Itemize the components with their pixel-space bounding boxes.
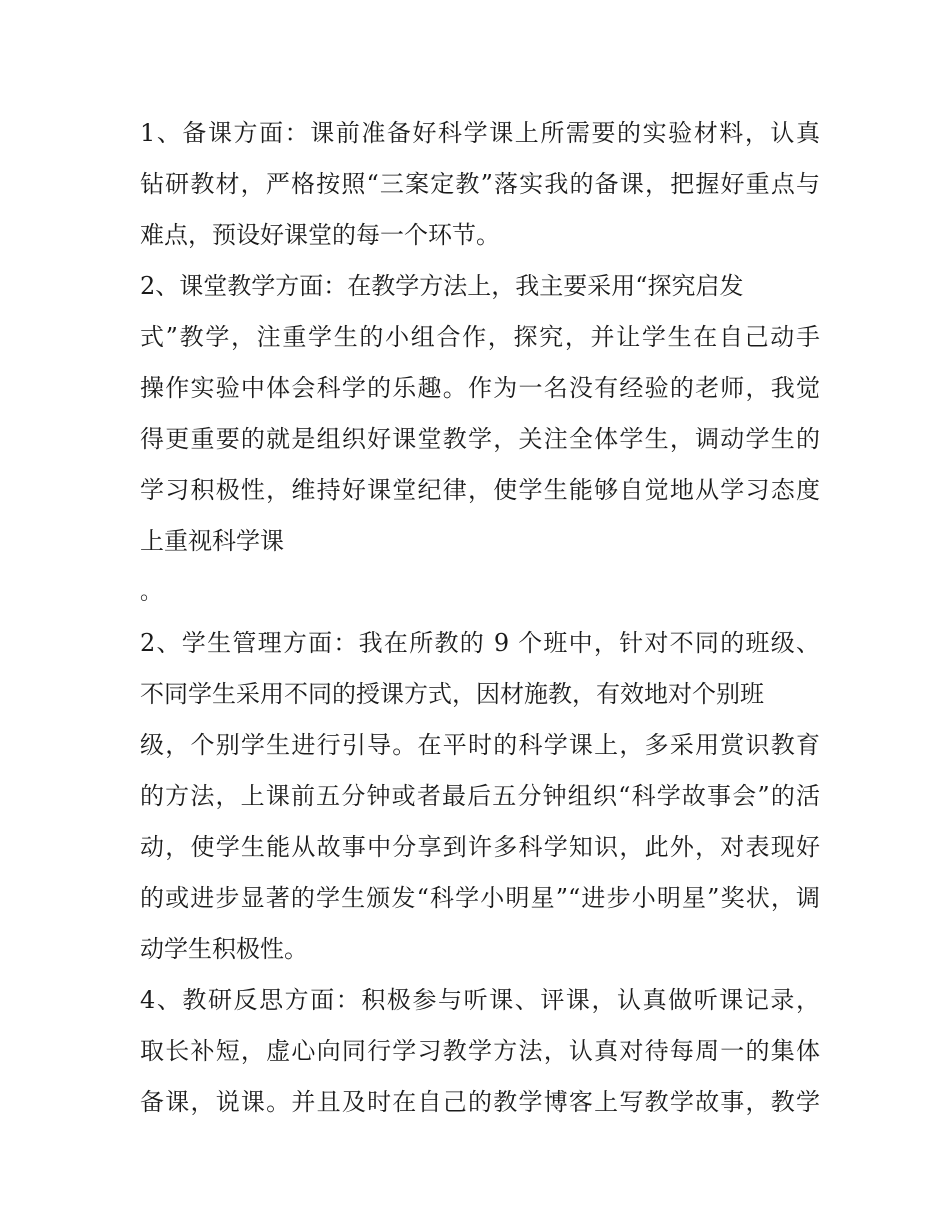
text-line-17: 动学生积极性。 [140, 935, 308, 963]
text-line-14: 的方法，上课前五分钟或者最后五分钟组织“科学故事会”的活 [140, 782, 820, 810]
text-line-9: 上重视科学课 [140, 527, 284, 555]
text-line-4: 2、课堂教学方面：在教学方法上，我主要采用“探究启发 [140, 272, 744, 300]
text-line-13: 级，个别学生进行引导。在平时的科学课上，多采用赏识教育 [140, 731, 820, 759]
text-line-11: 2、学生管理方面：我在所教的 9 个班中，针对不同的班级、 [140, 629, 820, 657]
text-line-5: 式”教学，注重学生的小组合作，探究，并让学生在自己动手 [140, 323, 820, 351]
text-line-1: 1、备课方面：课前准备好科学课上所需要的实验材料，认真 [140, 119, 820, 147]
text-line-8: 学习积极性，维持好课堂纪律，使学生能够自觉地从学习态度 [140, 476, 820, 504]
body-text [140, 108, 820, 1128]
text-line-12: 不同学生采用不同的授课方式，因材施教，有效地对个别班 [140, 680, 764, 708]
text-line-19: 取长补短，虚心向同行学习教学方法，认真对待每周一的集体 [140, 1037, 820, 1065]
text-line-6: 操作实验中体会科学的乐趣。作为一名没有经验的老师，我觉 [140, 374, 820, 402]
text-line-16: 的或进步显著的学生颁发“科学小明星”“进步小明星”奖状，调 [140, 884, 820, 912]
text-line-18: 4、教研反思方面：积极参与听课、评课，认真做听课记录， [140, 986, 820, 1014]
text-line-2: 钻研教材，严格按照“三案定教”落实我的备课，把握好重点与 [140, 170, 820, 198]
text-line-7: 得更重要的就是组织好课堂教学，关注全体学生，调动学生的 [140, 425, 820, 453]
text-line-3: 难点，预设好课堂的每一个环节。 [140, 221, 500, 249]
text-line-20: 备课，说课。并且及时在自己的教学博客上写教学故事，教学 [140, 1088, 820, 1116]
text-line-15: 动，使学生能从故事中分享到许多科学知识，此外，对表现好 [140, 833, 820, 861]
text-line-10: 。 [140, 580, 163, 605]
